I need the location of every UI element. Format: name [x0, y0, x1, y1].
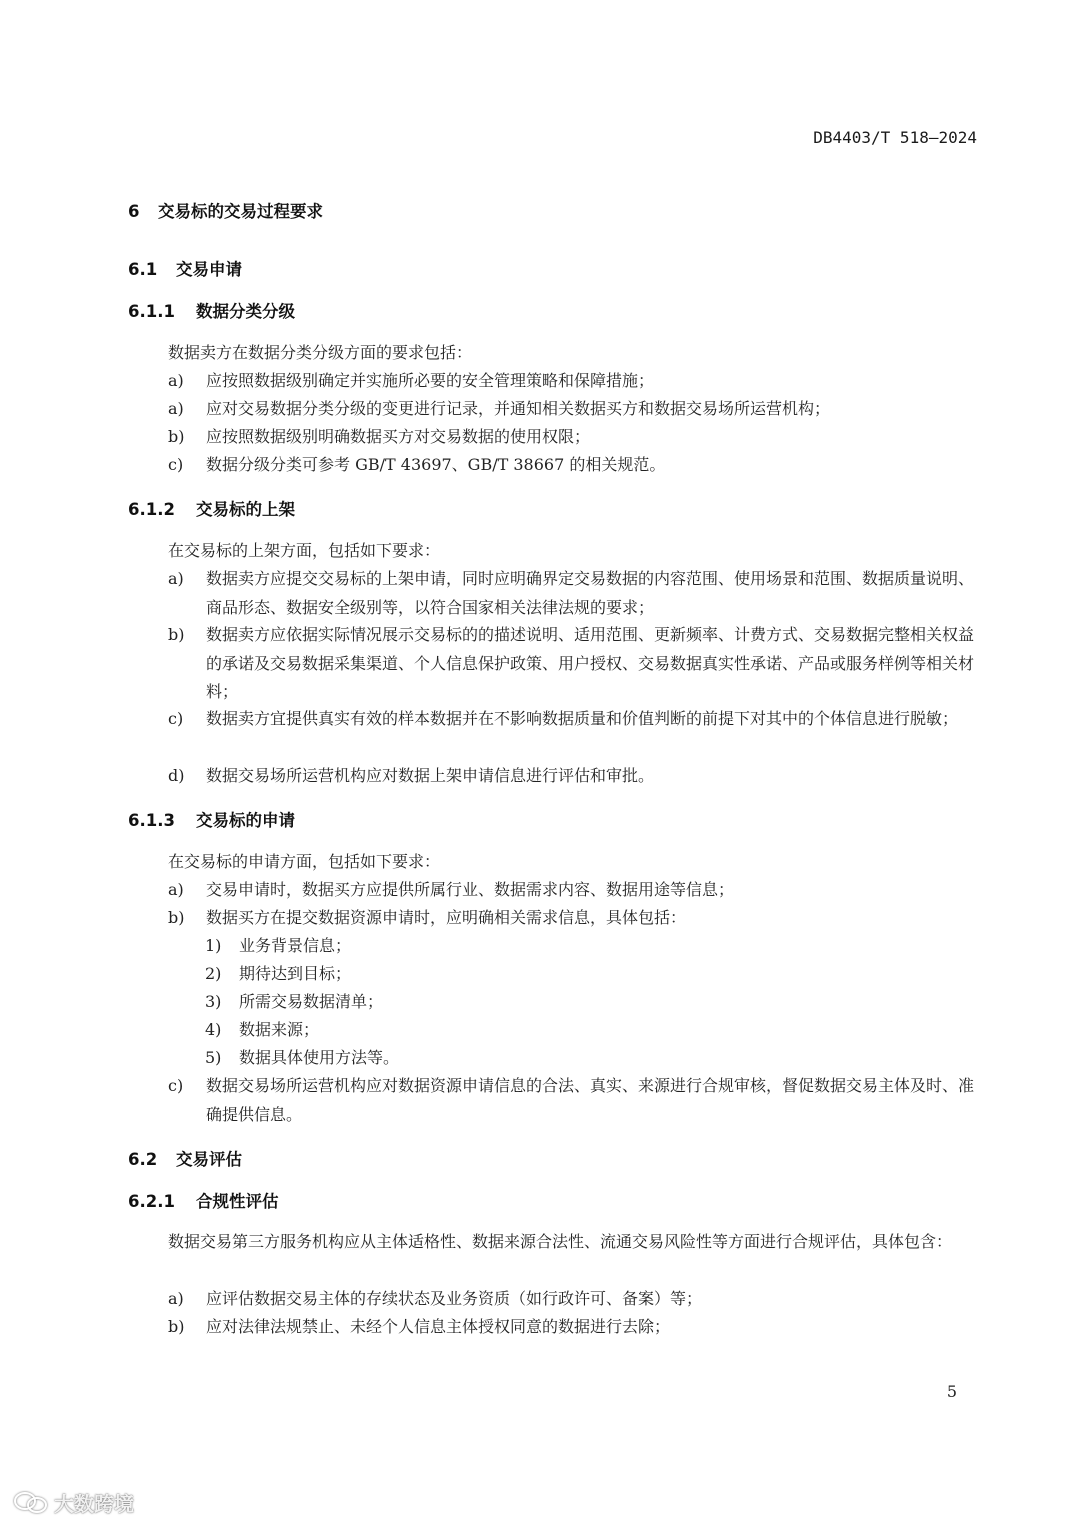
sub-list-item: 3) 所需交易数据清单； [205, 992, 384, 1011]
list-item: a) 应按照数据级别确定并实施所必要的安全管理策略和保障措施； [168, 371, 655, 390]
section-title: 合规性评估 [196, 1192, 279, 1211]
sub-list-item: 2) 期待达到目标； [205, 964, 352, 983]
section-title: 交易标的上架 [196, 500, 295, 519]
section-number: 6.1.2 [128, 500, 175, 519]
section-heading-6-1-2 [128, 496, 295, 520]
sub-list-item: 1) 业务背景信息； [205, 936, 352, 955]
section-title: 交易标的申请 [196, 811, 295, 830]
document-id: DB4403/T 518—2024 [813, 128, 977, 147]
page-number: 5 [946, 1382, 957, 1401]
wechat-logo-icon [12, 1490, 50, 1516]
section-title: 交易申请 [176, 260, 242, 279]
section-heading-6-2 [128, 1146, 242, 1170]
list-item: a) 应对交易数据分类分级的变更进行记录，并通知相关数据买方和数据交易场所运营机构； [168, 399, 831, 418]
list-item: b) 数据买方在提交数据资源申请时，应明确相关需求信息，具体包括： [168, 908, 687, 927]
section-heading-6-1-1 [128, 298, 295, 322]
section-title: 交易标的交易过程要求 [158, 202, 323, 221]
paragraph: 在交易标的上架方面，包括如下要求： [168, 541, 441, 560]
section-title: 数据分类分级 [196, 302, 295, 321]
watermark-text: 大数跨境 [54, 1492, 134, 1516]
paragraph: 数据卖方在数据分类分级方面的要求包括： [168, 343, 473, 362]
list-item: b) 数据卖方应依据实际情况展示交易标的的描述说明、适用范围、更新频率、计费方式、交易数据完整相关权益的承诺及交易数据采集渠道、个人信息保护政策、用户授权、交易数据真实性承诺、产品或服务样例等相关材料； [168, 625, 975, 701]
list-item: a) 应评估数据交易主体的存续状态及业务资质（如行政许可、备案）等； [168, 1289, 703, 1308]
list-item: a) 交易申请时，数据买方应提供所属行业、数据需求内容、数据用途等信息； [168, 880, 735, 899]
paragraph: 在交易标的申请方面，包括如下要求： [168, 852, 441, 871]
list-item: c) 数据交易场所运营机构应对数据资源申请信息的合法、真实、来源进行合规审核，督促数据交易主体及时、准确提供信息。 [168, 1076, 975, 1124]
sub-list-item: 4) 数据来源； [205, 1020, 320, 1039]
section-number: 6.1.1 [128, 302, 175, 321]
section-number: 6.2.1 [128, 1192, 175, 1211]
list-item: c) 数据分级分类可参考 GB/T 43697、GB/T 38667 的相关规范。 [168, 455, 666, 474]
section-heading-6-1-3 [128, 807, 295, 831]
section-heading-6-2-1 [128, 1188, 279, 1212]
paragraph: 数据交易第三方服务机构应从主体适格性、数据来源合法性、流通交易风险性等方面进行合规评估，具体包含： [168, 1232, 953, 1251]
section-number: 6 [128, 202, 140, 221]
list-item: b) 应按照数据级别明确数据买方对交易数据的使用权限； [168, 427, 591, 446]
list-item: a) 数据卖方应提交交易标的上架申请，同时应明确界定交易数据的内容范围、使用场景和范围、数据质量说明、商品形态、数据安全级别等，以符合国家相关法律法规的要求； [168, 569, 975, 617]
section-title: 交易评估 [176, 1150, 242, 1169]
section-number: 6.1 [128, 260, 158, 279]
section-heading-6-1 [128, 256, 242, 280]
watermark [12, 1488, 134, 1517]
list-item: c) 数据卖方宜提供真实有效的样本数据并在不影响数据质量和价值判断的前提下对其中的个体信息进行脱敏； [168, 709, 959, 728]
list-item: d) 数据交易场所运营机构应对数据上架申请信息进行评估和审批。 [168, 766, 655, 785]
section-heading-6 [128, 198, 323, 222]
list-item: b) 应对法律法规禁止、未经个人信息主体授权同意的数据进行去除； [168, 1317, 671, 1336]
section-number: 6.2 [128, 1150, 158, 1169]
sub-list-item: 5) 数据具体使用方法等。 [205, 1048, 400, 1067]
section-number: 6.1.3 [128, 811, 175, 830]
